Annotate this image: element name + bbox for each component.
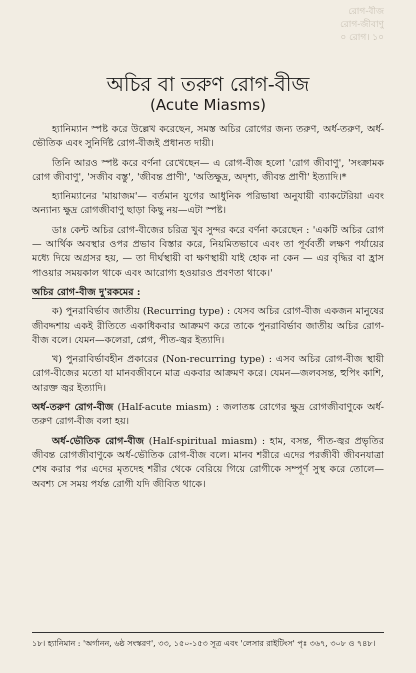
list-item: খ) পুনরাবির্ভাবহীন প্রকারের (Non-recurring type) : এসব অচির রোগ-বীজ স্থায়ী রোগ-বীজের মতো যা মানবজীবনে মাত্র একবার আক্রমণ করে। যেমন—জলবসন্ত, হুপিং কাশি, আরক্ত জ্বর ইত্যাদি। xyxy=(32,354,384,394)
section-heading-text: অচির রোগ-বীজ দু'রকমের : xyxy=(32,286,141,298)
paragraph: তিনি আরও স্পষ্ট করে বর্ণনা রেখেছেন— এ রোগ-বীজ হলো 'রোগ জীবাণু', 'সংক্রামক রোগ জীবাণু', 'সজীব বস্তু', 'জীবন্ত প্রাণী', 'অতিক্ষুদ্র, অদৃশ্য, জীবন্ত প্রাণী' ইত্যাদি।* xyxy=(32,157,384,183)
section-heading xyxy=(32,286,384,300)
paragraph: ডাঃ কেন্ট অচির রোগ-বীজের চরিত্র খুব সুন্দর করে বর্ণনা করেছেন : 'একটি অচির রোগ— আর্থিক অবস্থার ওপর প্রভাব বিস্তার করে, নিয়মিতভাবে এবং তা পূর্ববর্তী লক্ষণ পর্যায়ের মধ্যে দিয়ে অগ্রসর হয়, — তা দীর্ঘস্থায়ী বা ক্ষণস্থায়ী যাই হোক না কেন — এর বৃদ্ধির বা হ্রাস পাওয়ার সময়কাল থাকে এবং আরোগ্য হওয়ারও প্রবণতা থাকে।' xyxy=(32,224,384,279)
definition-text: (Half-spiritual miasm) : হাম, বসন্ত, পীত-জ্বর প্রভৃতির জীবন্ত রোগজীবাণুকে অর্ধ-ভৌতিক রোগ-বীজ বলে। মানব শরীরে এদের পরজীবী জীবনযাত্রা শেষ করার পর এদের মৃতদেহ শরীর থেকে বেরিয়ে গিয়ে রোগীকে সম্পূর্ণ সুস্থ করে তোলে— অবশ্য সে সময় পর্যন্ত রোগী যদি জীবিত থাকে। xyxy=(32,435,385,490)
chapter-subtitle: (Acute Miasms) xyxy=(150,96,266,114)
bleed-line: রোগ-বীজ xyxy=(348,7,384,17)
term: অর্ধ-তরুণ রোগ-বীজ xyxy=(32,402,114,414)
term: অর্ধ-ভৌতিক রোগ-বীজ xyxy=(52,435,145,447)
definition-half-acute xyxy=(32,401,384,430)
paragraph: হ্যানিম্যানের 'মায়াজম'— বর্তমান যুগের আধুনিক পরিভাষা অনুযায়ী ব্যাকটেরিয়া এবং অন্যান্য ক্ষুদ্র রোগজীবাণু ছাড়া কিছু নয়—এটা স্পষ্ট। xyxy=(32,191,384,217)
definition-text: (Half-acute miasm) : জলাতঙ্ক রোগের ক্ষুদ্র রোগজীবাণুকে অর্ধ-তরুণ রোগ-বীজ বলা হয়। xyxy=(32,402,384,428)
bleed-line: রোগ-জীবাণু xyxy=(340,20,384,30)
chapter-title: অচির বা তরুণ রোগ-বীজ xyxy=(106,72,310,96)
definition-half-spiritual xyxy=(32,435,384,492)
body-text xyxy=(32,123,384,497)
show-through-text xyxy=(32,6,384,76)
paragraph: হ্যানিম্যান স্পষ্ট করে উল্লেখ করেছেন, সমস্ত অচির রোগের জন্য তরুণ, অর্ধ-তরুণ, অর্ধ-ভৌতিক এবং সুনির্দিষ্ট রোগ-বীজই প্রধানত দায়ী। xyxy=(32,124,384,150)
list-item: ক) পুনরাবির্ভাব জাতীয় (Recurring type) : যেসব অচির রোগ-বীজ একজন মানুষের জীবদ্দশায় একই রীতিতে একাধিকবার আক্রমণ করে তাকে পুনরাবির্ভাব জাতীয় অচির রোগ-বীজ বলে। যেমন—কলেরা, প্লেগ, পীত-জ্বর ইত্যাদি। xyxy=(32,306,384,346)
footnote-rule xyxy=(32,632,384,633)
bleed-line: ০ রোগ। ১০ xyxy=(340,33,384,43)
footnote: ১৮। হ্যানিমান : 'অর্গানন, ৬ষ্ঠ সংস্করণ', ৩৩, ১৫০-১৫৩ সূত্র এবং 'লেসার রাইটিংস' পৃঃ ৩৬৭, ৩০৮ ও ৭৪৮। xyxy=(32,639,376,648)
